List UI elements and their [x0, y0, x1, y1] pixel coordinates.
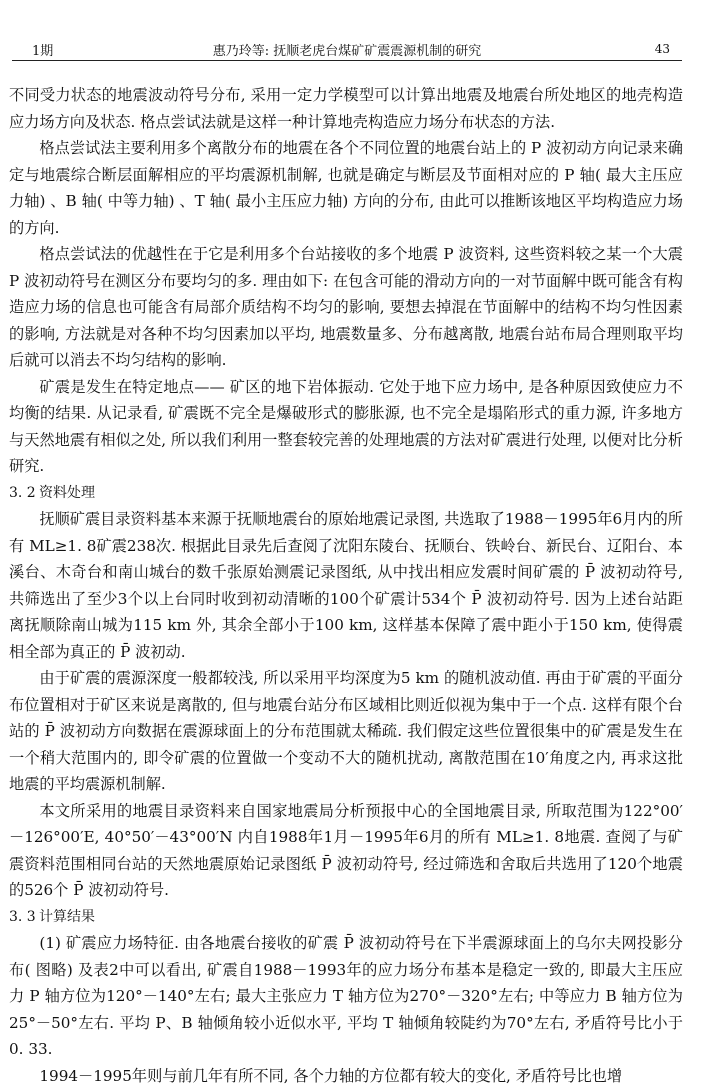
paragraph: (1) 矿震应力场特征. 由各地震台接收的矿震 P̄ 波初动符号在下半震源球面上的乌尔夫网投影分布( 图略) 及表2中可以看出, 矿震自1988－1993年的应力场分布基本是稳定一致的, 即最大主压应力 P 轴方位为120°－140°左右; 最大主张应力 T 轴方位为270°－320°左右; 中等应力 B 轴方位为25°－50°左右. 平均 P、B 轴倾角较小近似水平, 平均 T 轴倾角较陡约为70°左右, 矛盾符号比小于0. 33.	[9, 930, 683, 1063]
journal-issue: 1期	[32, 40, 53, 59]
running-head	[12, 38, 682, 61]
paragraph: 格点尝试法的优越性在于它是利用多个台站接收的多个地震 P 波资料, 这些资料较之某一个大震 P 波初动符号在测区分布要均匀的多. 理由如下: 在包含可能的滑动方向的一对节面解中既可能含有构造应力场的信息也可能含有局部介质结构不均匀的影响, 要想去掉混在节面解中的结构不均匀性因素的影响, 方法就是对各种不均匀因素加以平均, 地震数量多、分布越离散, 地震台站布局合理则取平均后就可以消去不均匀结构的影响.	[9, 241, 683, 374]
paragraph: 本文所采用的地震目录资料来自国家地震局分析预报中心的全国地震目录, 所取范围为122°00′－126°00′E, 40°50′－43°00′N 内自1988年1月－1995年6月的所有 ML≥1. 8地震. 查阅了与矿震资料范围相同台站的天然地震原始记录图纸 P̄ 波初动符号, 经过筛选和舍取后共选用了120个地震的526个 P̄ 波初动符号.	[9, 798, 683, 904]
paragraph: 由于矿震的震源深度一般都较浅, 所以采用平均深度为5 km 的随机波动值. 再由于矿震的平面分布位置相对于矿区来说是离散的, 但与地震台站分布区域相比则近似视为集中于一个点. 这样有限个台站的 P̄ 波初动方向数据在震源球面上的分布范围就太稀疏. 我们假定这些位置很集中的矿震是发生在一个稍大范围内的, 即令矿震的位置做一个变动不大的随机扰动, 离散范围在10′角度之内, 再求这批地震的平均震源机制解.	[9, 665, 683, 798]
article-body	[9, 82, 683, 1089]
section-heading	[9, 904, 683, 931]
section-title: 计算结果	[39, 909, 95, 925]
paragraph: 1994－1995年则与前几年有所不同, 各个力轴的方位都有较大的变化, 矛盾符号比也增	[9, 1063, 683, 1089]
page-number: 43	[655, 42, 670, 56]
section-title: 资料处理	[39, 485, 95, 501]
paragraph: 矿震是发生在特定地点—— 矿区的地下岩体振动. 它处于地下应力场中, 是各种原因致使应力不均衡的结果. 从记录看, 矿震既不完全是爆破形式的膨胀源, 也不完全是塌陷形式的重力源, 许多地方与天然地震有相似之处, 所以我们利用一整套较完善的处理地震的方法对矿震进行处理, 以便对比分析研究.	[9, 374, 683, 480]
paragraph: 格点尝试法主要利用多个离散分布的地震在各个不同位置的地震台站上的 P 波初动方向记录来确定与地震综合断层面解相应的平均震源机制解, 也就是确定与断层及节面相对应的 P 轴( 最大主压应力轴) 、B 轴( 中等力轴) 、T 轴( 最小主压应力轴) 方向的分布, 由此可以推断该地区平均构造应力场的方向.	[9, 135, 683, 241]
section-number: 3. 3	[9, 904, 39, 931]
section-number: 3. 2	[9, 480, 39, 507]
section-heading	[9, 480, 683, 507]
paragraph: 不同受力状态的地震波动符号分布, 采用一定力学模型可以计算出地震及地震台所处地区的地壳构造应力场方向及状态. 格点尝试法就是这样一种计算地壳构造应力场分布状态的方法.	[9, 82, 683, 135]
running-title: 惠乃玲等: 抚顺老虎台煤矿矿震震源机制的研究	[12, 40, 682, 59]
paragraph: 抚顺矿震目录资料基本来源于抚顺地震台的原始地震记录图, 共选取了1988－1995年6月内的所有 ML≥1. 8矿震238次. 根据此目录先后查阅了沈阳东陵台、抚顺台、铁岭台、新民台、辽阳台、本溪台、木奇台和南山城台的数千张原始测震记录图纸, 从中找出相应发震时间矿震的 P̄ 波初动符号, 共筛选出了至少3个以上台同时收到初动清晰的100个矿震计534个 P̄ 波初动符号. 因为上述台站距离抚顺除南山城为115 km 外, 其余全部小于100 km, 这样基本保障了震中距小于150 km, 使得震相全部为真正的 P̄ 波初动.	[9, 506, 683, 665]
